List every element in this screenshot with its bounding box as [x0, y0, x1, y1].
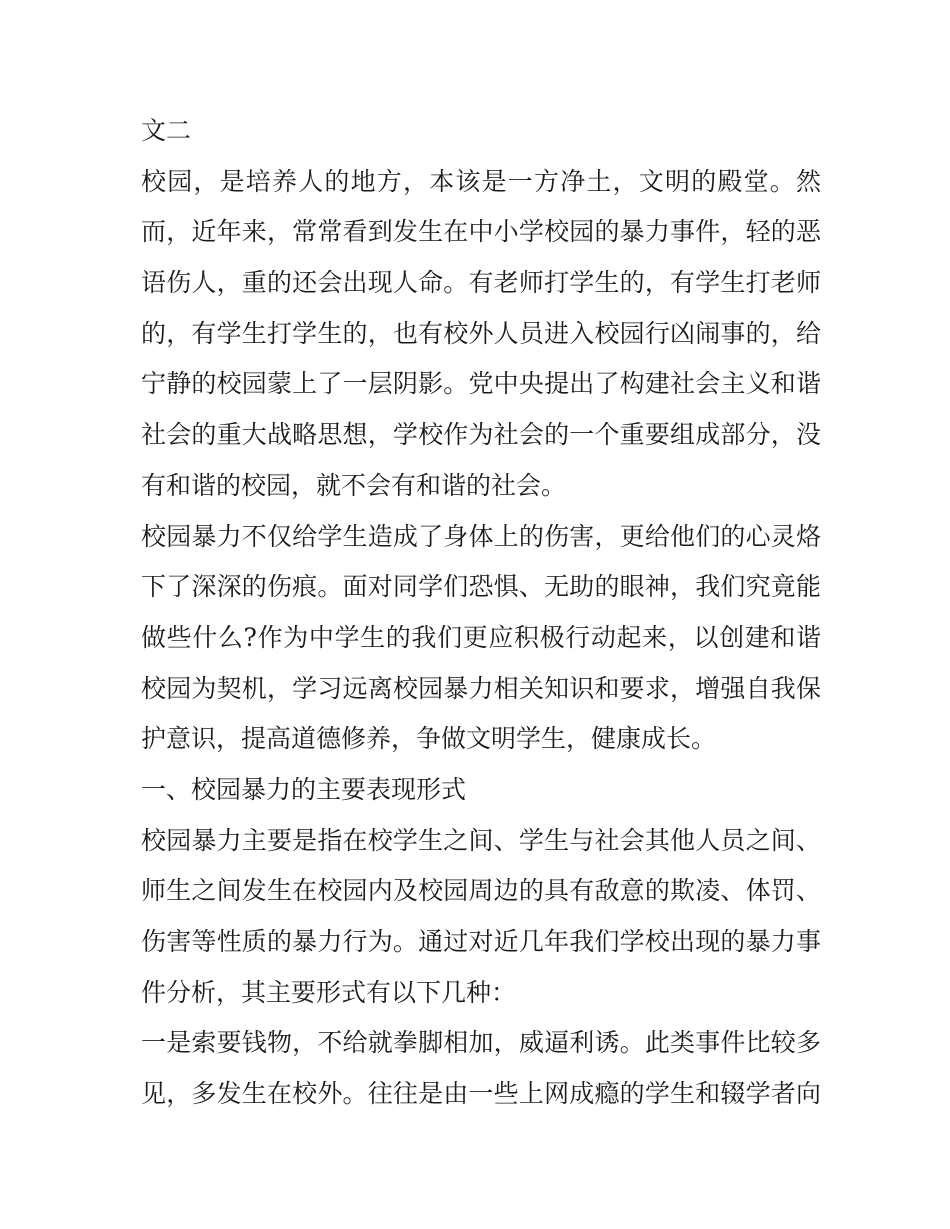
text-line: 宁静的校园蒙上了一层阴影。党中央提出了构建社会主义和谐 [141, 369, 821, 399]
text-line: 见，多发生在校外。往往是由一些上网成瘾的学生和辍学者向 [141, 1079, 821, 1109]
text-line: 一是索要钱物，不给就拳脚相加，威逼利诱。此类事件比较多 [141, 1028, 821, 1058]
text-line: 护意识，提高道德修养，争做文明学生，健康成长。 [141, 724, 717, 754]
text-line: 语伤人，重的还会出现人命。有老师打学生的，有学生打老师 [141, 268, 821, 298]
text-line: 一、校园暴力的主要表现形式 [141, 774, 467, 804]
text-line: 而，近年来，常常看到发生在中小学校园的暴力事件，轻的恶 [141, 217, 821, 247]
text-line: 校园暴力不仅给学生造成了身体上的伤害，更给他们的心灵烙 [141, 521, 821, 551]
text-line: 有和谐的校园，就不会有和谐的社会。 [141, 470, 567, 500]
text-line: 做些什么?作为中学生的我们更应积极行动起来，以创建和谐 [141, 622, 821, 652]
text-line: 伤害等性质的暴力行为。通过对近几年我们学校出现的暴力事 [141, 927, 821, 956]
document-heading: 文二 [141, 116, 192, 145]
text-line: 的，有学生打学生的，也有校外人员进入校园行凶闹事的，给 [141, 318, 821, 348]
text-line: 社会的重大战略思想，学校作为社会的一个重要组成部分，没 [141, 420, 821, 450]
text-line: 校园，是培养人的地方，本该是一方净土，文明的殿堂。然 [141, 166, 821, 196]
text-line: 校园暴力主要是指在校学生之间、学生与社会其他人员之间、 [141, 825, 821, 855]
text-line: 师生之间发生在校园内及校园周边的具有敌意的欺凌、体罚、 [141, 876, 821, 906]
body-text [141, 106, 821, 1120]
text-line: 校园为契机，学习远离校园暴力相关知识和要求，增强自我保 [141, 673, 821, 703]
text-line: 件分析，其主要形式有以下几种： [141, 977, 517, 1007]
text-line: 下了深深的伤痕。面对同学们恐惧、无助的眼神，我们究竟能 [141, 572, 821, 602]
